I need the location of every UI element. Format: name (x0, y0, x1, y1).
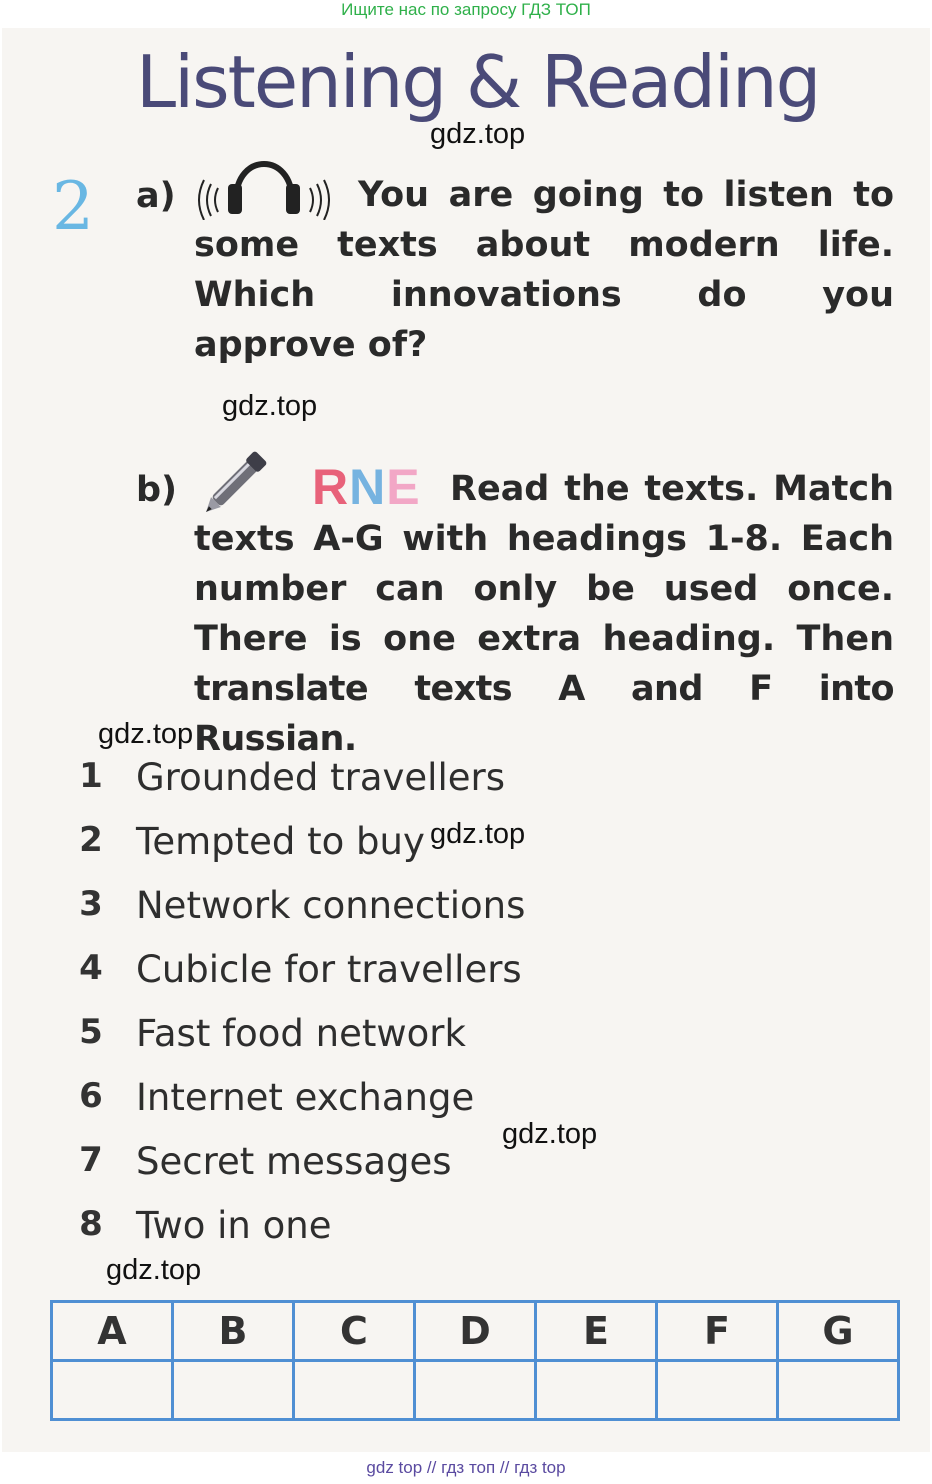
answer-header-row (52, 1302, 899, 1361)
instruction-line: some texts about modern life. (194, 225, 894, 265)
heading-number: 4 (79, 948, 103, 988)
answer-column-header: G (778, 1302, 899, 1361)
rne-letter: R (312, 459, 350, 515)
watermark: gdz.top (98, 718, 194, 750)
heading-text: Two in one (136, 1204, 332, 1247)
instruction-line: texts A-G with headings 1-8. Each (194, 519, 894, 559)
answer-cell[interactable] (415, 1361, 536, 1420)
heading-number: 7 (79, 1140, 103, 1180)
instruction-line: Read the texts. Match (450, 469, 894, 509)
heading-text: Secret messages (136, 1140, 452, 1183)
heading-number: 6 (79, 1076, 103, 1116)
part-b-marker: b) (136, 470, 178, 510)
answer-column-header: E (536, 1302, 657, 1361)
instruction-line: number can only be used once. (194, 569, 894, 609)
instruction-line: There is one extra heading. Then (194, 619, 894, 659)
answer-column-header: C (294, 1302, 415, 1361)
part-b-instruction (194, 464, 894, 759)
exercise-number: 2 (52, 168, 94, 245)
heading-number: 5 (79, 1012, 103, 1052)
part-a-marker: a) (136, 176, 176, 216)
heading-text: Tempted to buy (136, 820, 425, 863)
watermark: gdz.top (106, 1254, 202, 1286)
heading-text: Grounded travellers (136, 756, 505, 799)
answer-row (52, 1361, 899, 1420)
part-a-instruction (194, 170, 894, 370)
bottom-banner: gdz top // гдз топ // гдз top (366, 1458, 566, 1477)
answer-cell[interactable] (778, 1361, 899, 1420)
top-banner: Ищите нас по запросу ГДЗ ТОП (341, 0, 591, 19)
answer-cell[interactable] (294, 1361, 415, 1420)
instruction-line: Which innovations do you (194, 275, 894, 315)
answer-table (50, 1300, 900, 1421)
rne-letter: N (349, 459, 387, 515)
heading-number: 8 (79, 1204, 103, 1244)
instruction-line: translate texts A and F into Russian. (194, 669, 894, 759)
rne-letter: E (386, 459, 421, 515)
answer-column-header: B (173, 1302, 294, 1361)
heading-number: 2 (79, 820, 103, 860)
heading-text: Cubicle for travellers (136, 948, 522, 991)
watermark: gdz.top (502, 1118, 598, 1150)
answer-column-header: A (52, 1302, 173, 1361)
answer-cell[interactable] (52, 1361, 173, 1420)
answer-column-header: F (657, 1302, 778, 1361)
watermark: gdz.top (222, 390, 318, 422)
section-title: Listening & Reading (136, 40, 820, 124)
answer-column-header: D (415, 1302, 536, 1361)
answer-cell[interactable] (173, 1361, 294, 1420)
heading-text: Internet exchange (136, 1076, 475, 1119)
instruction-line: You are going to listen to (358, 175, 894, 215)
answer-cell[interactable] (657, 1361, 778, 1420)
heading-text: Fast food network (136, 1012, 466, 1055)
heading-text: Network connections (136, 884, 526, 927)
answer-cell[interactable] (536, 1361, 657, 1420)
instruction-line: approve of? (194, 325, 428, 365)
watermark: gdz.top (430, 118, 526, 150)
watermark: gdz.top (430, 818, 526, 850)
heading-number: 1 (79, 756, 103, 796)
heading-number: 3 (79, 884, 103, 924)
